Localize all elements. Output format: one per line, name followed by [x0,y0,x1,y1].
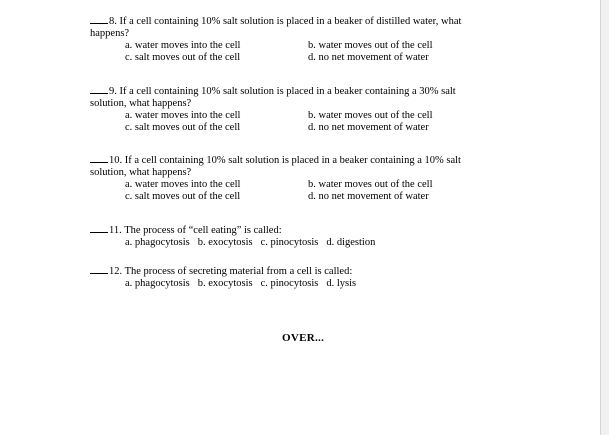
option-c: c. salt moves out of the cell [125,191,241,202]
option-b: b. exocytosis [197,237,253,248]
question-9-line2: solution, what happens? [90,98,192,109]
question-10-line1 [90,153,530,167]
question-9 [90,84,530,134]
question-9-line1 [90,84,530,98]
option-c: c. salt moves out of the cell [125,122,241,133]
option-d: d. no net movement of water [308,191,429,202]
option-c: c. pinocytosis [260,237,319,248]
option-a: a. phagocytosis [125,278,190,289]
question-8-line2: happens? [90,28,130,39]
question-text: If a cell containing 10% salt solution is placed in a beaker containing a 30% salt [119,86,456,97]
answer-blank[interactable] [90,14,108,24]
options-row-2 [90,191,530,203]
option-c: c. pinocytosis [260,278,319,289]
options-row-1 [90,40,530,52]
option-b: b. water moves out of the cell [308,179,433,190]
options-row [90,278,530,290]
question-number: 9. [109,86,117,97]
option-c: c. salt moves out of the cell [125,52,241,63]
over-label: OVER... [282,332,325,344]
options-row-1 [90,179,530,191]
question-11 [90,223,530,249]
question-10 [90,153,530,203]
option-a: a. phagocytosis [125,237,190,248]
option-d: d. lysis [326,278,357,289]
question-text: The process of secreting material from a cell is called: [124,266,353,277]
question-text: If a cell containing 10% salt solution is placed in a beaker containing a 10% salt [124,155,461,166]
question-12 [90,264,530,290]
option-b: b. water moves out of the cell [308,40,433,51]
answer-blank[interactable] [90,153,108,163]
question-number: 12. [109,266,123,277]
option-d: d. no net movement of water [308,52,429,63]
options-row-2 [90,52,530,64]
option-a: a. water moves into the cell [125,179,241,190]
question-text: The process of “cell eating” is called: [124,225,282,236]
question-number: 10. [109,155,123,166]
option-a: a. water moves into the cell [125,40,241,51]
answer-blank[interactable] [90,84,108,94]
option-b: b. water moves out of the cell [308,110,433,121]
options-row-2 [90,122,530,134]
options-row-1 [90,110,530,122]
option-b: b. exocytosis [197,278,253,289]
answer-blank[interactable] [90,223,108,233]
question-number: 11. [109,225,122,236]
question-number: 8. [109,16,117,27]
options-row [90,237,530,249]
option-d: d. digestion [326,237,376,248]
question-12-line1 [90,264,530,278]
question-text: If a cell containing 10% salt solution is placed in a beaker of distilled water, what [119,16,462,27]
option-d: d. no net movement of water [308,122,429,133]
option-a: a. water moves into the cell [125,110,241,121]
question-10-line2: solution, what happens? [90,167,192,178]
answer-blank[interactable] [90,264,108,274]
question-8 [90,14,530,64]
question-11-line1 [90,223,530,237]
question-8-line1 [90,14,530,28]
